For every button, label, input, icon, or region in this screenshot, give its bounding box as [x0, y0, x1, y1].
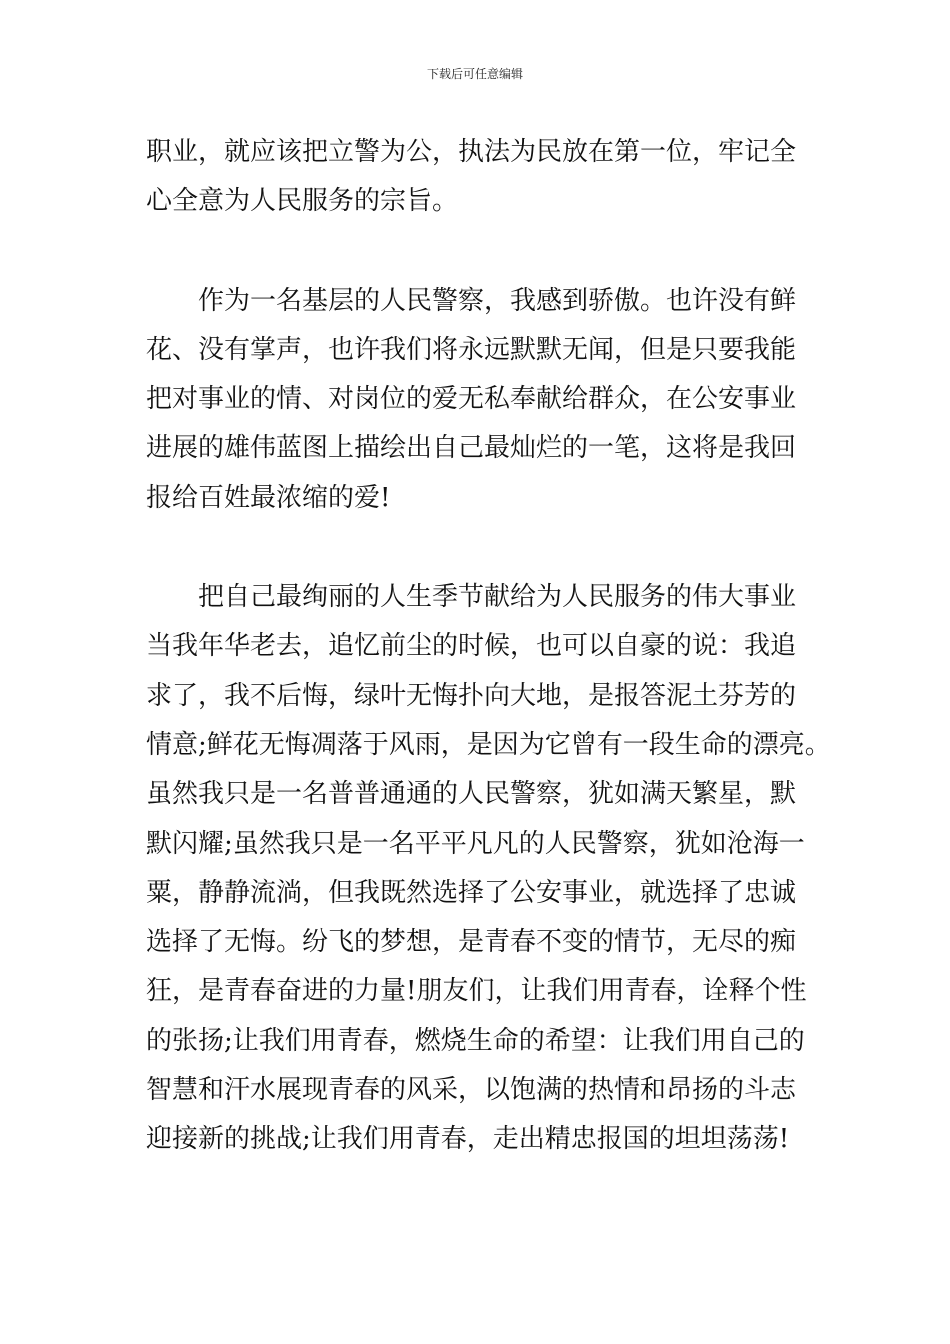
- text-line: 智慧和汗水展现青春的风采，以饱满的热情和昂扬的斗志: [146, 1075, 797, 1106]
- text-line: 粟，静静流淌，但我既然选择了公安事业，就选择了忠诚: [146, 877, 797, 908]
- text-line: 情意;鲜花无悔凋落于风雨，是因为它曾有一段生命的漂亮。: [146, 729, 831, 760]
- text-line: 报给百姓最浓缩的爱!: [146, 482, 391, 513]
- document-body: [146, 128, 831, 1165]
- text-line: 花、没有掌声，也许我们将永远默默无闻，但是只要我能: [146, 334, 797, 365]
- text-line: 作为一名基层的人民警察，我感到骄傲。也许没有鲜: [198, 285, 797, 316]
- text-line: 狂，是青春奋进的力量!朋友们，让我们用青春，诠释个性: [146, 976, 807, 1007]
- text-line: 虽然我只是一名普普通通的人民警察，犹如满天繁星，默: [146, 779, 797, 810]
- page-header: 下载后可任意编辑: [426, 67, 523, 81]
- text-line: 把自己最绚丽的人生季节献给为人民服务的伟大事业: [198, 582, 797, 613]
- text-line: 进展的雄伟蓝图上描绘出自己最灿烂的一笔，这将是我回: [146, 433, 797, 464]
- text-line: 职业，就应该把立警为公，执法为民放在第一位，牢记全: [146, 137, 797, 167]
- text-line: 选择了无悔。纷飞的梦想，是青春不变的情节，无尽的痴: [146, 927, 797, 958]
- paragraph-gap: [146, 227, 810, 277]
- text-line: 迎接新的挑战;让我们用青春，走出精忠报国的坦坦荡荡!: [146, 1124, 790, 1155]
- paragraph-gap: [146, 523, 810, 573]
- text-line: 把对事业的情、对岗位的爱无私奉献给群众，在公安事业: [146, 384, 797, 415]
- text-line: 的张扬;让我们用青春，燃烧生命的希望：让我们用自己的: [146, 1025, 805, 1056]
- text-line: 心全意为人民服务的宗旨。: [146, 186, 459, 217]
- text-line: 求了，我不后悔，绿叶无悔扑向大地，是报答泥土芬芳的: [146, 680, 797, 711]
- text-line: 默闪耀;虽然我只是一名平平凡凡的人民警察，犹如沧海一: [146, 828, 805, 859]
- text-line: 当我年华老去，追忆前尘的时候，也可以自豪的说：我追: [146, 631, 797, 662]
